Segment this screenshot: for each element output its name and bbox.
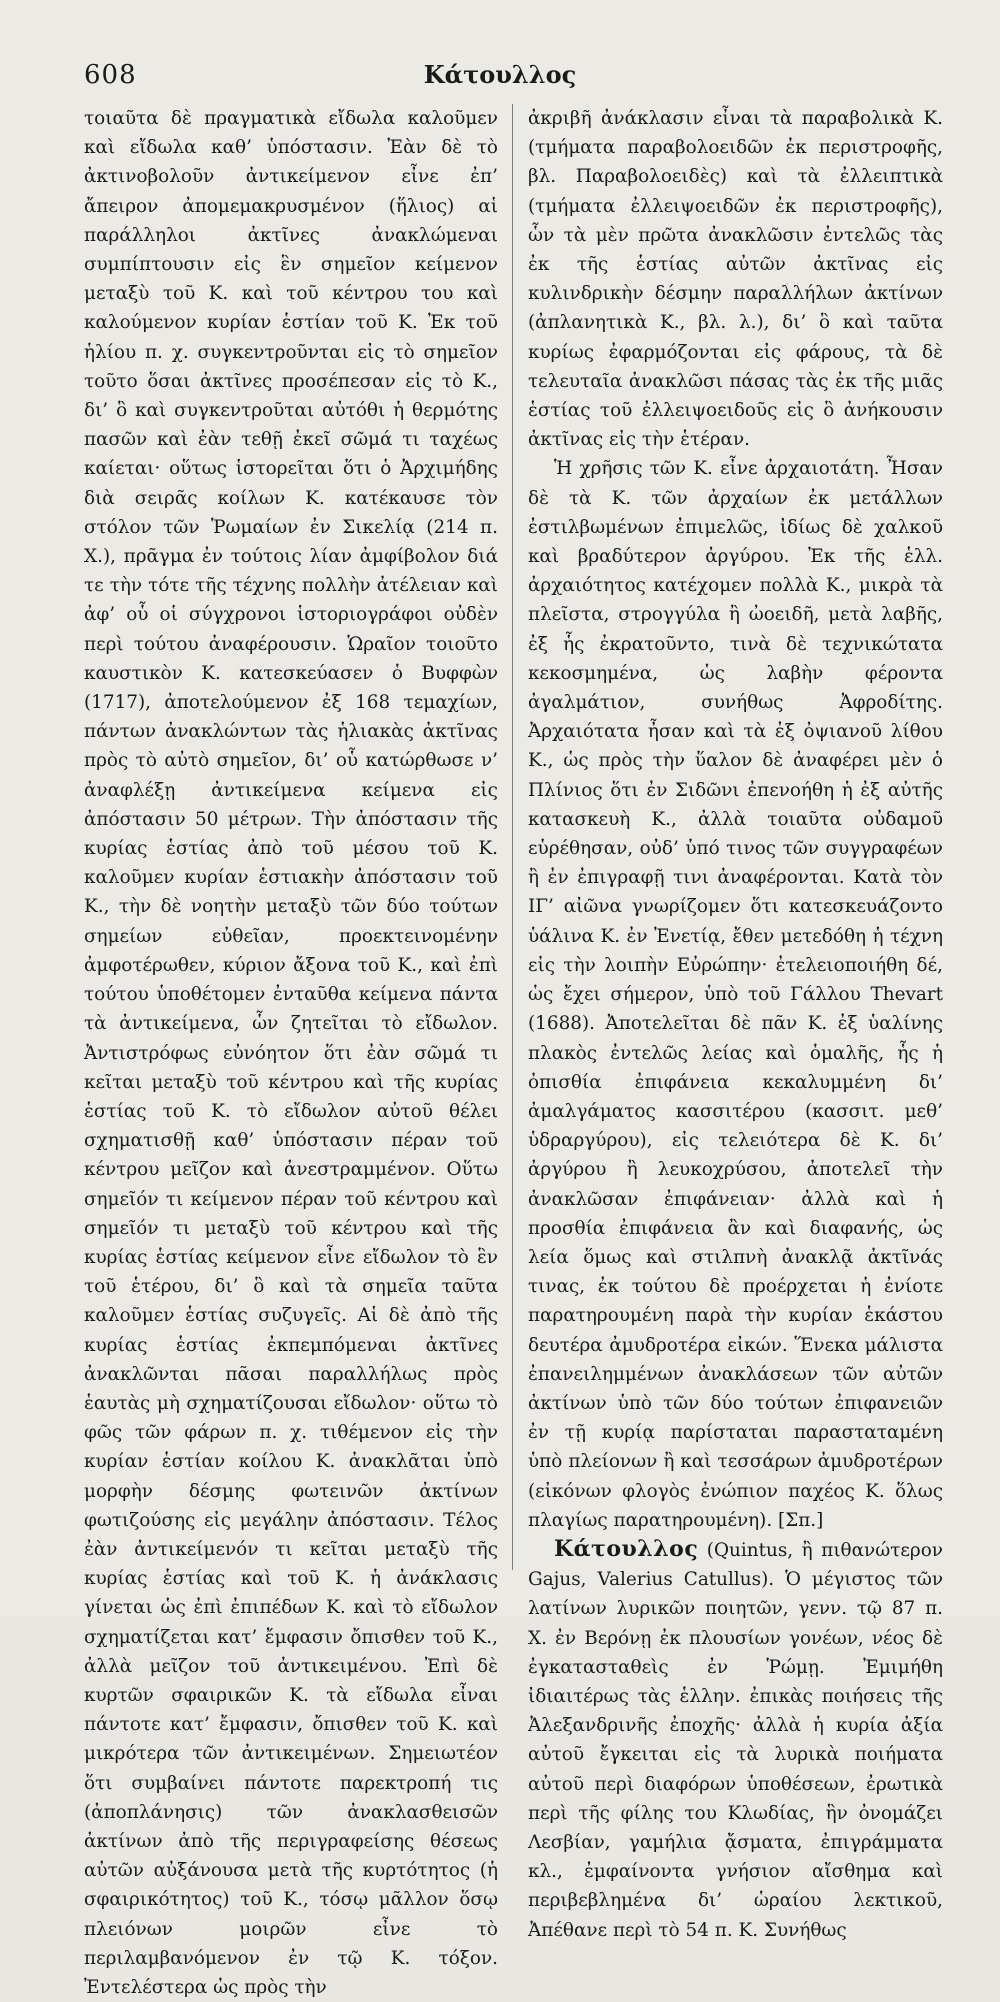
running-head: Κάτουλλος: [423, 60, 577, 89]
paragraph: Ἡ χρῆσις τῶν Κ. εἶνε ἀρχαιοτάτη. Ἦσαν δὲ τὰ Κ. τῶν ἀρχαίων ἐκ μετάλλων ἐστιλβωμένων ἐπιμελῶς, ἰδίως δὲ χαλκοῦ καὶ βραδύτερον ἀργύρου. Ἐκ τῆς ἑλλ. ἀρχαιότητος κατέχομεν πολλὰ Κ., μικρὰ τὰ πλεῖστα, στρογγύλα ἢ ὠοειδῆ, μετὰ λαβῆς, ἐξ ἧς ἐκρατοῦντο, τινὰ δὲ τεχνικώτατα κεκοσμημένα, ὡς λαβὴν φέροντα ἀγαλμάτιον, συνήθως Ἀφροδίτης. Ἀρχαιότατα ἦσαν καὶ τὰ ἐξ ὀψιανοῦ λίθου Κ., ὡς πρὸς τὴν ὕαλον δὲ ἀναφέρει μὲν ὁ Πλίνιος ὅτι ἐν Σιδῶνι ἐπενοήθη ἡ ἐξ αὐτῆς κατασκευὴ Κ., ἀλλὰ τοιαῦτα οὐδαμοῦ εὑρέθησαν, οὐδ’ ὑπό τινος τῶν συγγραφέων ἢ ἐν ἐπιγραφῇ τινι ἀναφέρονται. Κατὰ τὸν ΙΓ’ αἰῶνα γνωρίζομεν ὅτι κατεσκευάζοντο ὑάλινα Κ. ἐν Ἐνετίᾳ, ἔθεν μετεδόθη ἡ τέχνη εἰς τὴν λοιπὴν Εὐρώπην· ἐτελειοποιήθη δέ, ὡς ἔχει σήμερον, ὑπὸ τοῦ Γάλλου Thevart (1688). Ἀποτελεῖται δὲ πᾶν Κ. ἐξ ὑαλίνης πλακὸς ἐντελῶς λείας καὶ ὁμαλῆς, ἧς ἡ ὀπισθία ἐπιφάνεια κεκαλυμμένη δι’ ἀμαλγάματος κασσιτέρου (κασσιτ. μεθ’ ὑδραργύρου), εἰς τελειότερα δὲ Κ. δι’ ἀργύρου ἢ λευκοχρύσου, ἀποτελεῖ τὴν ἀνακλῶσαν ἐπιφάνειαν· ἀλλὰ καὶ ἡ προσθία ἐπιφάνεια ἂν καὶ διαφανής, ὡς λεία ὅμως καὶ στιλπνὴ ἀνακλᾷ ἀκτῖνάς τινας, ἐκ τούτου δὲ προέρχεται ἡ ἐνίοτε παρατηρουμένη παρὰ τὴν κυρίαν ἑκάστου δευτέρα ἀμυδροτέρα εἰκών. Ἕνεκα μάλιστα ἐπανειλημμένων ἀνακλάσεων τῶν αὐτῶν ἀκτίνων ὑπὸ τῶν δύο τούτων ἐπιφανειῶν ἐν τῇ κυρίᾳ παρίσταται παρασταταμένη ὑπὸ πλείονων ἢ καὶ τεσσάρων ἀμυδροτέρων (εἰκόνων φλογὸς ἐνώπιον παχέος Κ. ὅλως πλαγίως παρατηρουμένη). [Σπ.]: [528, 458, 943, 1531]
right-column: [528, 104, 943, 1945]
page-number: 608: [84, 60, 137, 90]
entry-headword: Κάτουλλος: [554, 1535, 699, 1562]
paragraph: τοιαῦτα δὲ πραγματικὰ εἴδωλα καλοῦμεν καὶ εἴδωλα καθ’ ὑπόστασιν. Ἐὰν δὲ τὸ ἀκτινοβολοῦν ἀντικείμενον εἶνε ἐπ’ ἄπειρον ἀπομεμακρυσμένον (ἥλιος) αἱ παράλληλοι ἀκτῖνες ἀνακλώμεναι συμπίπτουσιν εἰς ἓν σημεῖον κείμενον μεταξὺ τοῦ Κ. καὶ τοῦ κέντρου του καὶ καλούμενον κυρίαν ἑστίαν τοῦ Κ. Ἐκ τοῦ ἡλίου π. χ. συγκεντροῦνται εἰς τὸ σημεῖον τοῦτο ὅσαι ἀκτῖνες προσέπεσαν εἰς τὸ Κ., δι’ ὃ καὶ συγκεντροῦται αὐτόθι ἡ θερμότης πασῶν καὶ ἐὰν τεθῇ ἐκεῖ σῶμά τι ταχέως καίεται· οὕτως ἱστορεῖται ὅτι ὁ Ἀρχιμήδης διὰ σειρᾶς κοίλων Κ. κατέκαυσε τὸν στόλον τῶν Ῥωμαίων ἐν Σικελίᾳ (214 π. Χ.), πρᾶγμα ἐν τούτοις λίαν ἀμφίβολον διά τε τὴν τότε τῆς τέχνης πολλὴν ἀτέλειαν καὶ ἀφ’ οὗ οἱ σύγχρονοι ἱστοριογράφοι οὐδὲν περὶ τούτου ἀναφέρουσιν. Ὡραῖον τοιοῦτο καυστικὸν Κ. κατεσκεύασεν ὁ Βυφφὼν (1717), ἀποτελούμενον ἐξ 168 τεμαχίων, πάντων ἀνακλώντων τὰς ἡλιακὰς ἀκτῖνας πρὸς τὸ αὐτὸ σημεῖον, δι’ οὗ κατώρθωσε ν’ ἀναφλέξῃ ἀντικείμενα κείμενα εἰς ἀπόστασιν 50 μέτρων. Τὴν ἀπόστασιν τῆς κυρίας ἑστίας ἀπὸ τοῦ μέσου τοῦ Κ. καλοῦμεν κυρίαν ἑστιακὴν ἀπόστασιν τοῦ Κ., τὴν δὲ νοητὴν μεταξὺ τῶν δύο τούτων σημείων εὐθεῖαν, προεκτεινομένην ἀμφοτέρωθεν, κύριον ἄξονα τοῦ Κ., καὶ ἐπὶ τούτου ὑποθέτομεν ἐνταῦθα κείμενα πάντα τὰ ἀντικείμενα, ὧν ζητεῖται τὸ εἴδωλον. Ἀντιστρόφως εὐνόητον ὅτι ἐὰν σῶμά τι κεῖται μεταξὺ τοῦ κέντρου καὶ τῆς κυρίας ἑστίας τοῦ Κ. τὸ εἴδωλον αὐτοῦ θέλει σχηματισθῇ καθ’ ὑπόστασιν πέραν τοῦ κέντρου μεῖζον καὶ ἀνεστραμμένον. Οὕτω σημεῖόν τι κείμενον πέραν τοῦ κέντρου καὶ σημεῖόν τι μεταξὺ τοῦ κέντρου καὶ τῆς κυρίας ἑστίας κείμενον εἶνε εἴδωλον τὸ ἓν τοῦ ἑτέρου, δι’ ὃ καὶ τὰ σημεῖα ταῦτα καλοῦμεν ἑστίας συζυγεῖς. Αἱ δὲ ἀπὸ τῆς κυρίας ἑστίας ἐκπεμπόμεναι ἀκτῖνες ἀνακλῶνται πᾶσαι παραλλήλως πρὸς ἑαυτὰς μὴ σχηματίζουσαι εἴδωλον· οὕτω τὸ φῶς τῶν φάρων π. χ. τιθέμενον εἰς τὴν κυρίαν ἑστίαν κοίλου Κ. ἀνακλᾶται ὑπὸ μορφὴν δέσμης φωτεινῶν ἀκτίνων φωτιζούσης εἰς μεγάλην ἀπόστασιν. Τέλος ἐὰν ἀντικείμενόν τι κεῖται μεταξὺ τῆς κυρίας ἑστίας καὶ τοῦ Κ. ἡ ἀνάκλασις γίνεται ὡς ἐπὶ ἐπιπέδων Κ. καὶ τὸ εἴδωλον σχηματίζεται κατ’ ἔμφασιν ὄπισθεν τοῦ Κ., ἀλλὰ μεῖζον τοῦ ἀντικειμένου. Ἐπὶ δὲ κυρτῶν σφαιρικῶν Κ. τὰ εἴδωλα εἶναι πάντοτε κατ’ ἔμφασιν, ὄπισθεν τοῦ Κ. καὶ μικρότερα τῶν ἀντικειμένων. Σημειωτέον ὅτι συμβαίνει πάντοτε παρεκτροπή τις (ἀποπλάνησις) τῶν ἀνακλασθεισῶν ἀκτίνων ἀπὸ τῆς περιγραφείσης θέσεως αὐτῶν αὐξάνουσα μετὰ τῆς κυρτότητος (ἡ σφαιρικότητος) τοῦ Κ., τόσῳ μᾶλλον ὅσῳ πλειόνων μοιρῶν εἶνε τὸ περιλαμβανόμενον ἐν τῷ Κ. τόξον. Ἐντελέστερα ὡς πρὸς τὴν: [84, 108, 498, 1998]
page-header: [0, 60, 1000, 100]
entry-paragraph: [528, 1535, 943, 1945]
column-divider: [512, 104, 513, 1570]
left-column: [84, 104, 498, 2002]
paragraph: ἀκριβῆ ἀνάκλασιν εἶναι τὰ παραβολικὰ Κ. (τμήματα παραβολοειδῶν ἐκ περιστροφῆς, βλ. Παραβολοειδὲς) καὶ τὰ ἐλλειπτικὰ (τμήματα ἐλλειψοειδῶν ἐκ περιστροφῆς), ὧν τὰ μὲν πρῶτα ἀνακλῶσιν ἐντελῶς τὰς ἐκ τῆς ἑστίας αὐτῶν ἀκτῖνας εἰς κυλινδρικὴν δέσμην παραλλήλων ἀκτίνων (ἀπλανητικὰ Κ., βλ. λ.), δι’ ὃ καὶ ταῦτα κυρίως ἐφαρμόζονται εἰς φάρους, τὰ δὲ τελευταῖα ἀνακλῶσι πάσας τὰς ἐκ τῆς μιᾶς ἑστίας τοῦ ἐλλειψοειδοῦς εἰς ὃ ἀνήκουσιν ἀκτῖνας εἰς τὴν ἑτέραν.: [528, 108, 943, 451]
entry-text: (Quintus, ἢ πιθανώτερον Gajus, Valerius Catullus). Ὁ μέγιστος τῶν λατίνων λυρικῶν ποιητῶν, γενν. τῷ 87 π. Χ. ἐν Βερόνῃ ἐκ πλουσίων γονέων, νέος δὲ ἐγκατασταθεὶς ἐν Ῥώμῃ. Ἐμιμήθη ἰδιαιτέρως τὰς ἑλλην. ἐπικὰς ποιήσεις τῆς Ἀλεξανδρινῆς ἐποχῆς· ἀλλὰ ἡ κυρία ἀξία αὐτοῦ ἔγκειται εἰς τὰ λυρικὰ ποιήματα αὐτοῦ περὶ διαφόρων ὑποθέσεων, ἐρωτικὰ περὶ τῆς φίλης του Κλωδίας, ἣν ὀνομάζει Λεσβίαν, γαμήλια ᾄσματα, ἐπιγράμματα κλ., ἐμφαίνοντα γνήσιον αἴσθημα καὶ περιβεβλημένα δι’ ὡραίου λεκτικοῦ, Ἀπέθανε περὶ τὸ 54 π. Κ. Συνήθως: [528, 1539, 943, 1941]
